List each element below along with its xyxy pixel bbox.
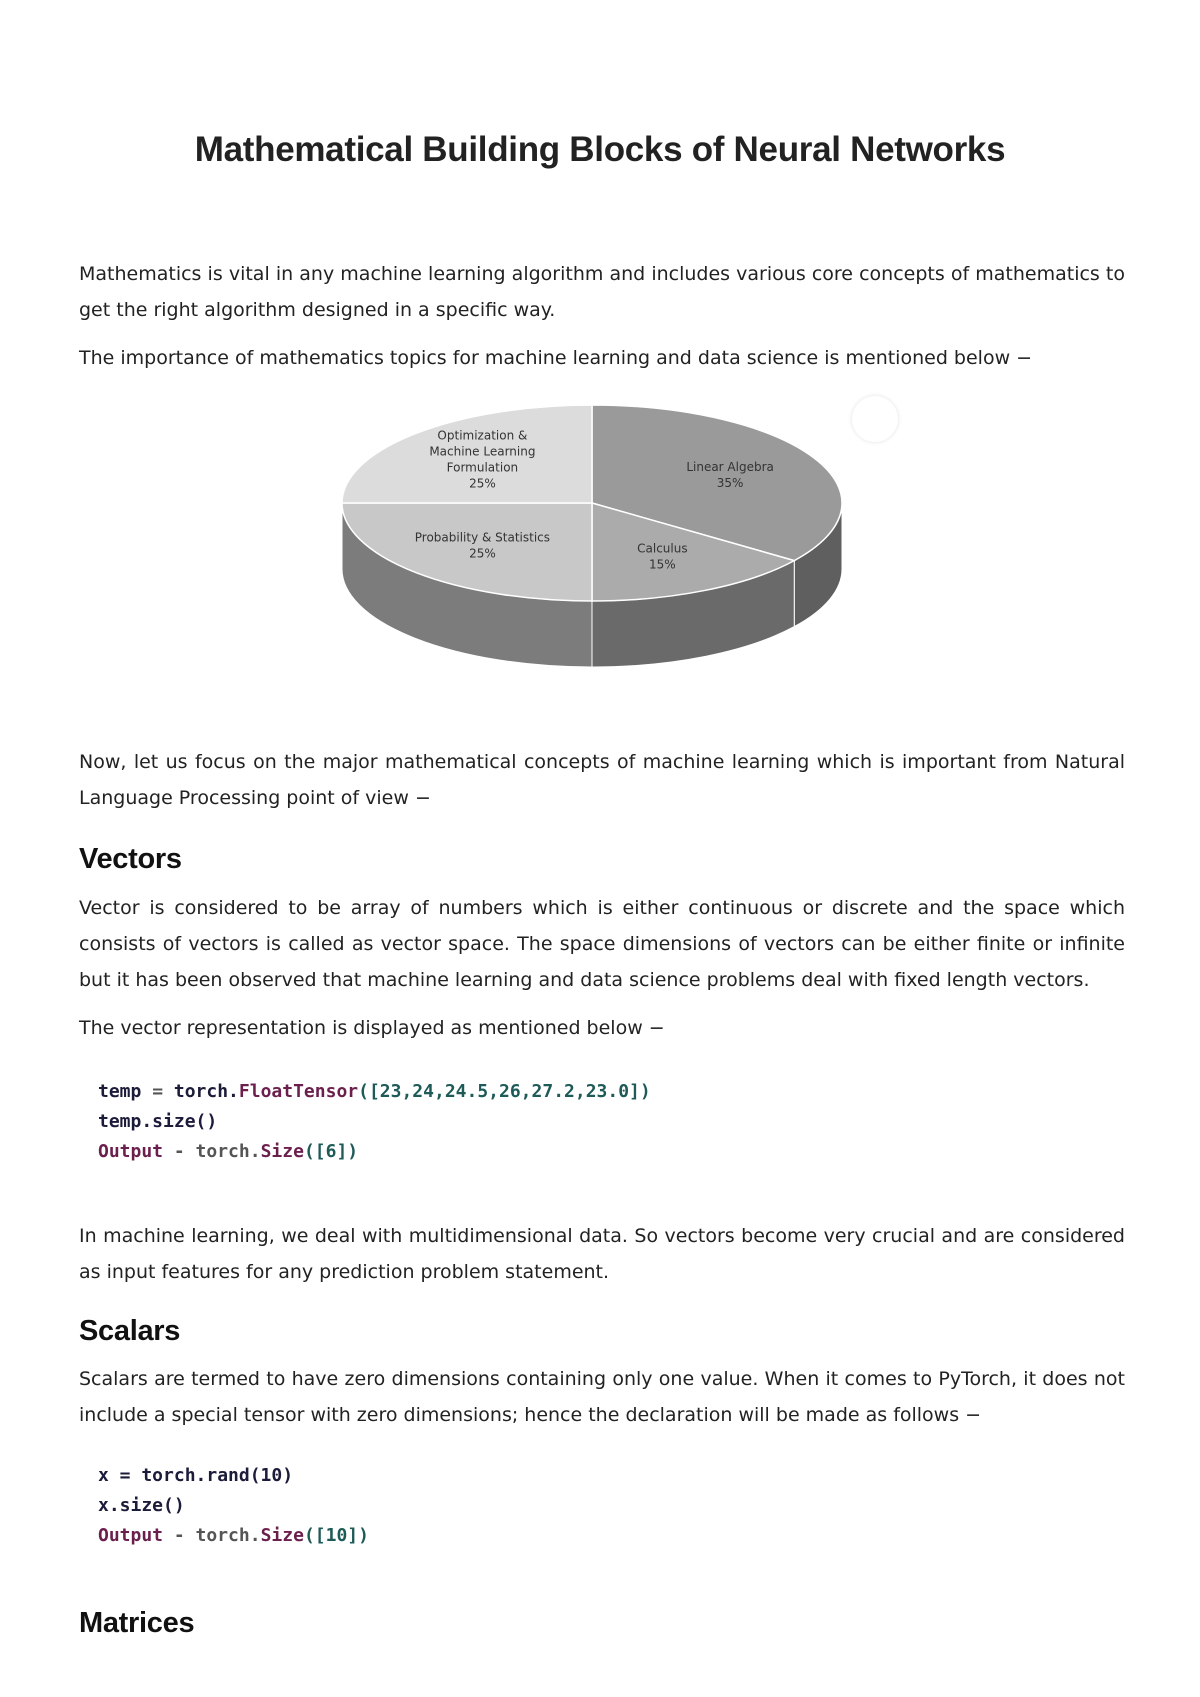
code-line: x = torch.rand(10) (98, 1465, 294, 1486)
math-topics-pie-chart (300, 395, 880, 725)
code-token: - torch. (163, 1141, 261, 1162)
code-token: torch. (173, 1081, 239, 1102)
intro-paragraph: Mathematics is vital in any machine learning algorithm and includes various core concepts of mathematics to get the right algorithm designed in a specific way. (79, 263, 1125, 321)
focus-paragraph: Now, let us focus on the major mathematical concepts of machine learning which is important from Natural Language Processing point of view − (79, 751, 1125, 809)
pie-value-label: 25% (469, 476, 496, 491)
code-token: ([10]) (303, 1525, 369, 1546)
page-title: Mathematical Building Blocks of Neural Networks (194, 130, 1006, 169)
pie-category-label: Optimization & (437, 428, 528, 443)
code-token: Size (260, 1525, 304, 1546)
code-token: ([23,24,24.5,26,27.2,23.0]) (358, 1081, 651, 1102)
vectors-paragraph: Vector is considered to be array of numbers which is either continuous or discrete and the space which consists of vectors is called as vector space. The space dimensions of vectors can be either finite or infinite but it has been observed that machine learning and data science problems deal with fixed length vectors. (79, 897, 1125, 991)
scalars-paragraph: Scalars are termed to have zero dimensions containing only one value. When it comes to PyTorch, it does not include a special tensor with zero dimensions; hence the declaration will be made as follows − (79, 1368, 1125, 1426)
pie-value-label: 35% (716, 475, 744, 490)
code-token: FloatTensor (238, 1081, 359, 1102)
code-token: = (141, 1081, 174, 1102)
code-token: ([6]) (303, 1141, 359, 1162)
vector-code-block (98, 1077, 651, 1167)
code-token: - torch. (163, 1525, 261, 1546)
pie-value-label: 15% (649, 557, 676, 572)
code-line: temp.size() (98, 1111, 218, 1132)
pie-category-label: Linear Algebra (686, 459, 774, 474)
pie-category-label: Calculus (637, 541, 688, 556)
pie-value-label: 25% (469, 546, 496, 561)
vector-representation-paragraph: The vector representation is displayed as mentioned below − (79, 1017, 665, 1039)
circle-overlay-icon (852, 396, 898, 442)
code-token: Output (98, 1525, 164, 1546)
code-token: Output (98, 1141, 164, 1162)
importance-paragraph: The importance of mathematics topics for machine learning and data science is mentioned below − (79, 347, 1033, 369)
code-token: temp (98, 1081, 142, 1102)
code-token: Size (260, 1141, 304, 1162)
vectors-heading: Vectors (79, 843, 182, 875)
pie-category-label: Probability & Statistics (414, 530, 551, 545)
multidimensional-paragraph: In machine learning, we deal with multidimensional data. So vectors become very crucial and are considered as input features for any prediction problem statement. (79, 1225, 1125, 1283)
matrices-heading: Matrices (79, 1607, 195, 1639)
scalars-heading: Scalars (79, 1315, 181, 1347)
pie-category-label: Machine Learning (429, 444, 536, 459)
scalar-code-block (98, 1461, 369, 1551)
code-line: x.size() (98, 1495, 185, 1516)
pie-category-label: Formulation (446, 460, 519, 475)
